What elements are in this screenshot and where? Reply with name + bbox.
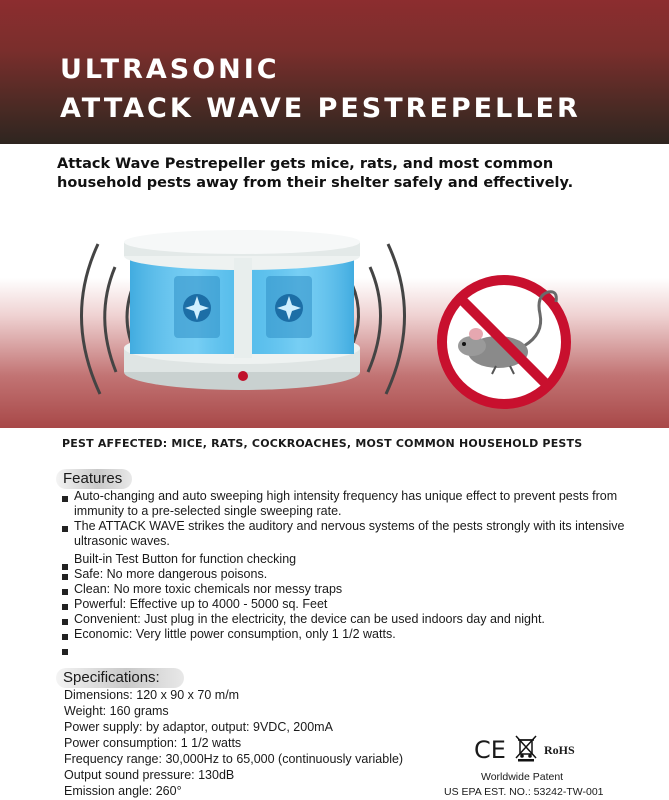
ce-mark: CE: [474, 736, 506, 764]
intro-text: Attack Wave Pestrepeller gets mice, rats, and most common household pests away from their shelter safely and effectively.: [57, 156, 574, 191]
specifications-heading: Specifications:: [63, 669, 160, 686]
features-heading: Features: [63, 470, 123, 487]
list-item: Output sound pressure: 130dB: [64, 768, 235, 782]
specifications-list: [64, 687, 403, 799]
list-item: Power consumption: 1 1/2 watts: [64, 736, 242, 750]
list-item: Frequency range: 30,000Hz to 65,000 (continuously variable): [64, 752, 404, 766]
title-line-1: ULTRASONIC: [60, 54, 280, 85]
epa-number: US EPA EST. NO.: 53242-TW-001: [444, 786, 604, 798]
list-item: Dimensions: 120 x 90 x 70 m/m: [64, 688, 240, 702]
list-item: Emission angle: 260°: [64, 784, 182, 798]
list-item: Convenient: Just plug in the electricity, the device can be used indoors day and night.: [62, 612, 642, 627]
list-item: Built-in Test Button for function checking: [62, 552, 642, 567]
certification-marks: [474, 736, 584, 766]
list-item: [62, 642, 642, 657]
rohs-mark: RoHS: [544, 743, 575, 757]
list-item: Power supply: by adaptor, output: 9VDC, 200mA: [64, 720, 333, 734]
speaker-right: [266, 276, 312, 338]
features-list: [62, 489, 642, 657]
header-banner: [0, 0, 669, 144]
list-item: Economic: Very little power consumption, only 1 1/2 watts.: [62, 627, 642, 642]
no-rat-icon: [436, 274, 572, 410]
list-item: Powerful: Effective up to 4000 - 5000 sq. Feet: [62, 597, 642, 612]
patent-text: Worldwide Patent: [481, 771, 564, 783]
list-item: The ATTACK WAVE strikes the auditory and nervous systems of the pests strongly with its intensive ultrasonic waves.: [62, 519, 642, 549]
title-line-2: ATTACK WAVE PESTREPELLER: [60, 93, 581, 124]
list-item: Safe: No more dangerous poisons.: [62, 567, 642, 582]
speaker-left: [174, 276, 220, 338]
list-item: Auto-changing and auto sweeping high intensity frequency has unique effect to prevent pests from immunity to a pre-selected single sweeping rate.: [62, 489, 642, 519]
list-item: Weight: 160 grams: [64, 704, 169, 718]
list-item: Clean: No more toxic chemicals nor messy traps: [62, 582, 642, 597]
pest-affected-line: PEST AFFECTED: MICE, RATS, COCKROACHES, MOST COMMON HOUSEHOLD PESTS: [62, 437, 583, 450]
ultrasonic-repeller-device: [70, 222, 430, 402]
weee-bin-icon: [514, 734, 538, 762]
